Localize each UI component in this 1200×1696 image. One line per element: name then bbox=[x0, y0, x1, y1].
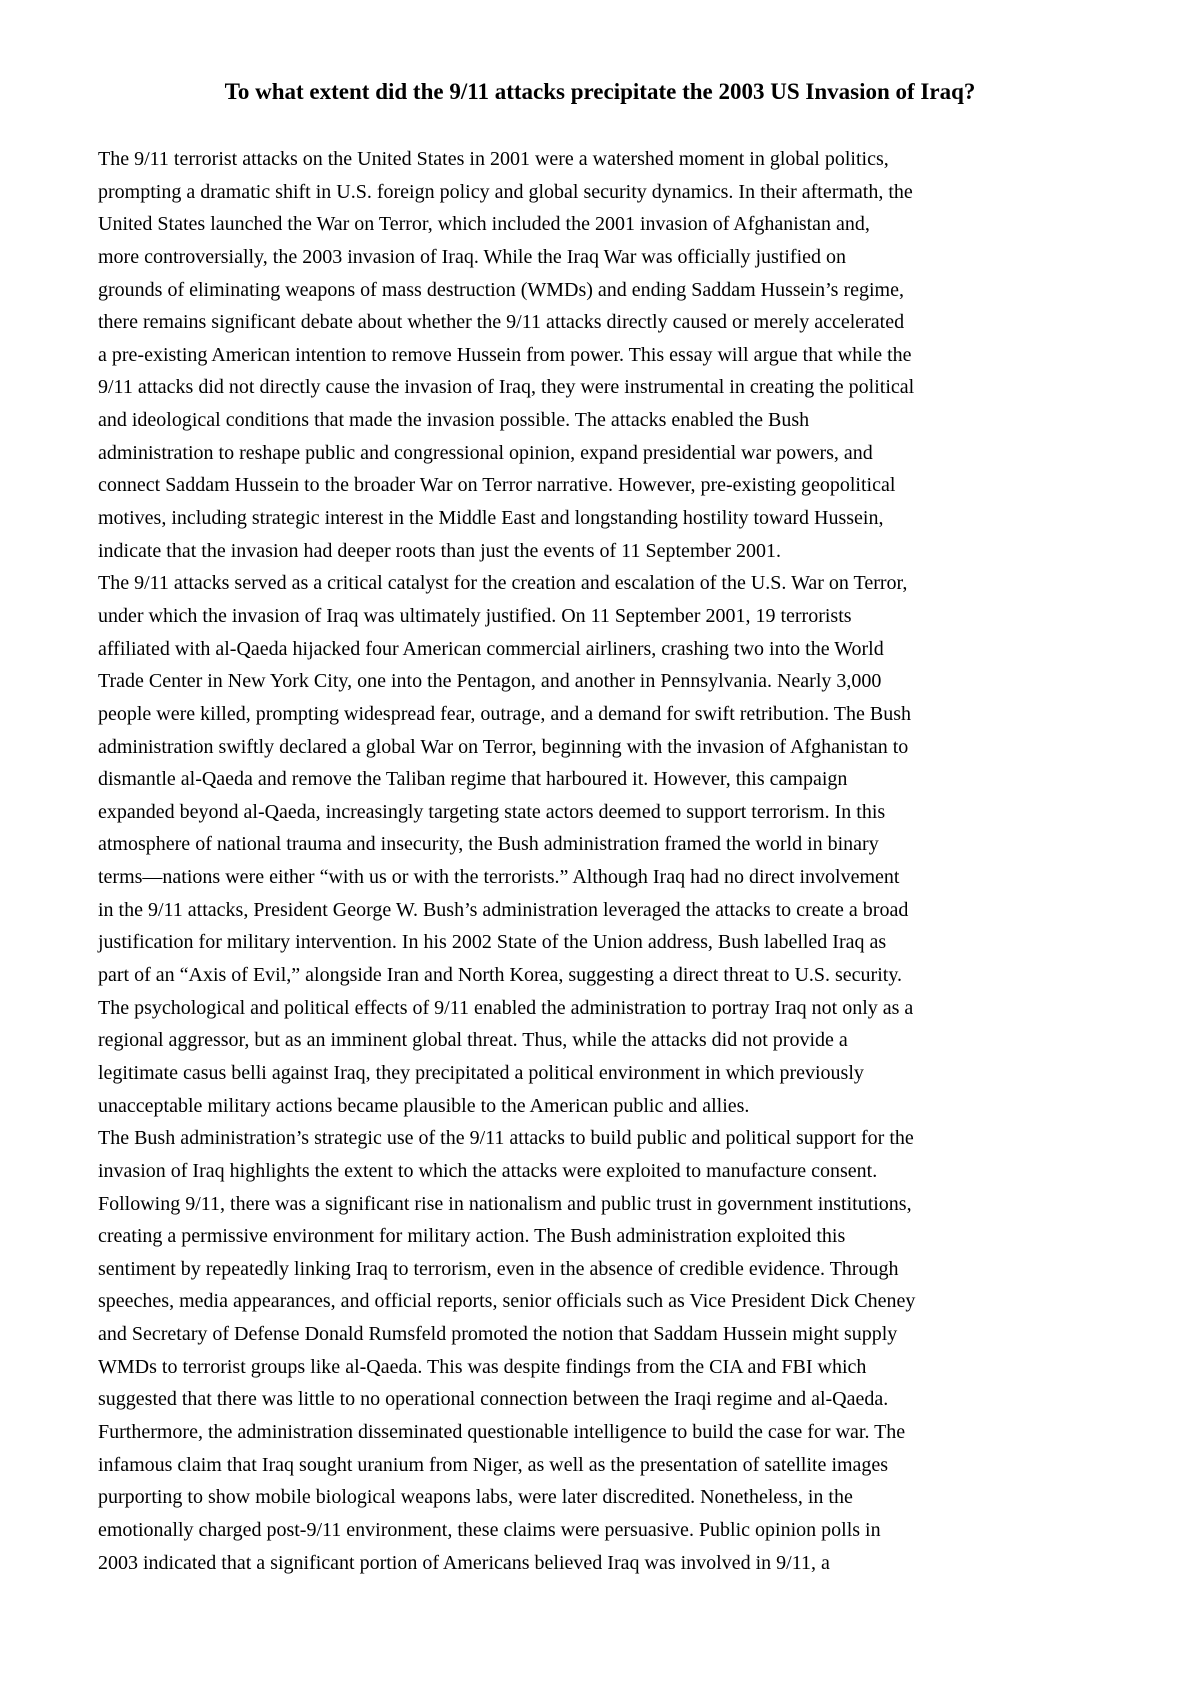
body-line: part of an “Axis of Evil,” alongside Iran and North Korea, suggesting a direct threat to U.S. security. bbox=[98, 964, 903, 987]
body-line: 2003 indicated that a significant portion of Americans believed Iraq was involved in 9/11, a bbox=[98, 1551, 830, 1574]
body-line: there remains significant debate about whether the 9/11 attacks directly caused or merely accelerated bbox=[98, 311, 905, 334]
body-line: expanded beyond al-Qaeda, increasingly targeting state actors deemed to support terrorism. In this bbox=[98, 800, 886, 823]
body-line: more controversially, the 2003 invasion of Iraq. While the Iraq War was officially justified on bbox=[98, 245, 846, 268]
body-line: and Secretary of Defense Donald Rumsfeld promoted the notion that Saddam Hussein might supply bbox=[98, 1323, 898, 1346]
body-line: Trade Center in New York City, one into the Pentagon, and another in Pennsylvania. Nearly 3,000 bbox=[98, 670, 882, 693]
body-line: unacceptable military actions became plausible to the American public and allies. bbox=[98, 1094, 750, 1117]
body-line: infamous claim that Iraq sought uranium from Niger, as well as the presentation of satellite images bbox=[98, 1453, 889, 1476]
body-line: prompting a dramatic shift in U.S. foreign policy and global security dynamics. In their aftermath, the bbox=[98, 180, 913, 203]
body-line: a pre-existing American intention to remove Hussein from power. This essay will argue that while the bbox=[98, 343, 912, 366]
body-line: WMDs to terrorist groups like al-Qaeda. This was despite findings from the CIA and FBI which bbox=[98, 1355, 867, 1378]
body-line: Following 9/11, there was a significant rise in nationalism and public trust in government institutions, bbox=[98, 1192, 912, 1215]
body-line: indicate that the invasion had deeper roots than just the events of 11 September 2001. bbox=[98, 539, 781, 562]
body-line: Furthermore, the administration disseminated questionable intelligence to build the case for war. The bbox=[98, 1420, 906, 1443]
body-line: in the 9/11 attacks, President George W. Bush’s administration leveraged the attacks to create a broad bbox=[98, 898, 909, 921]
body-line: people were killed, prompting widespread fear, outrage, and a demand for swift retribution. The Bush bbox=[98, 702, 912, 725]
body-line: speeches, media appearances, and official reports, senior officials such as Vice President Dick Cheney bbox=[98, 1290, 916, 1313]
body-line: motives, including strategic interest in the Middle East and longstanding hostility toward Hussein, bbox=[98, 507, 884, 530]
body-line: United States launched the War on Terror, which included the 2001 invasion of Afghanistan and, bbox=[98, 213, 870, 236]
body-line: under which the invasion of Iraq was ultimately justified. On 11 September 2001, 19 terrorists bbox=[98, 604, 852, 627]
body-line: affiliated with al-Qaeda hijacked four American commercial airliners, crashing two into the World bbox=[98, 637, 884, 660]
body-line: atmosphere of national trauma and insecurity, the Bush administration framed the world in binary bbox=[98, 833, 879, 856]
body-line: invasion of Iraq highlights the extent to which the attacks were exploited to manufacture consent. bbox=[98, 1159, 878, 1182]
body-line: connect Saddam Hussein to the broader War on Terror narrative. However, pre-existing geopolitical bbox=[98, 474, 896, 497]
body-line: dismantle al-Qaeda and remove the Taliban regime that harboured it. However, this campaign bbox=[98, 768, 848, 791]
body-line: The psychological and political effects of 9/11 enabled the administration to portray Iraq not only as a bbox=[98, 996, 914, 1019]
body-line: regional aggressor, but as an imminent global threat. Thus, while the attacks did not provide a bbox=[98, 1029, 848, 1052]
body-line: emotionally charged post-9/11 environment, these claims were persuasive. Public opinion polls in bbox=[98, 1518, 881, 1541]
body-line: purporting to show mobile biological weapons labs, were later discredited. Nonetheless, in the bbox=[98, 1486, 853, 1509]
body-line: administration to reshape public and congressional opinion, expand presidential war powers, and bbox=[98, 441, 873, 464]
body-line: The 9/11 terrorist attacks on the United States in 2001 were a watershed moment in global politics, bbox=[98, 148, 889, 170]
body-line: grounds of eliminating weapons of mass destruction (WMDs) and ending Saddam Hussein’s regime, bbox=[98, 278, 904, 301]
body-line: creating a permissive environment for military action. The Bush administration exploited this bbox=[98, 1225, 846, 1248]
body-line: suggested that there was little to no operational connection between the Iraqi regime and al-Qaeda. bbox=[98, 1388, 889, 1411]
body-line: terms—nations were either “with us or with the terrorists.” Although Iraq had no direct involvement bbox=[98, 866, 900, 889]
body-line: justification for military intervention. In his 2002 State of the Union address, Bush labelled Iraq as bbox=[98, 931, 887, 954]
body-line: administration swiftly declared a global War on Terror, beginning with the invasion of Afghanistan to bbox=[98, 735, 909, 758]
body-line: sentiment by repeatedly linking Iraq to terrorism, even in the absence of credible evidence. Through bbox=[98, 1257, 899, 1280]
document-title: To what extent did the 9/11 attacks precipitate the 2003 US Invasion of Iraq? bbox=[224, 79, 976, 104]
body-line: legitimate casus belli against Iraq, they precipitated a political environment in which previously bbox=[98, 1061, 864, 1084]
body-line: 9/11 attacks did not directly cause the invasion of Iraq, they were instrumental in creating the political bbox=[98, 376, 915, 399]
body-line: The Bush administration’s strategic use of the 9/11 attacks to build public and political support for the bbox=[98, 1127, 914, 1150]
body-line: The 9/11 attacks served as a critical catalyst for the creation and escalation of the U.S. War on Terror, bbox=[98, 572, 908, 595]
document-body bbox=[98, 143, 1102, 1579]
body-line: and ideological conditions that made the invasion possible. The attacks enabled the Bush bbox=[98, 409, 810, 432]
